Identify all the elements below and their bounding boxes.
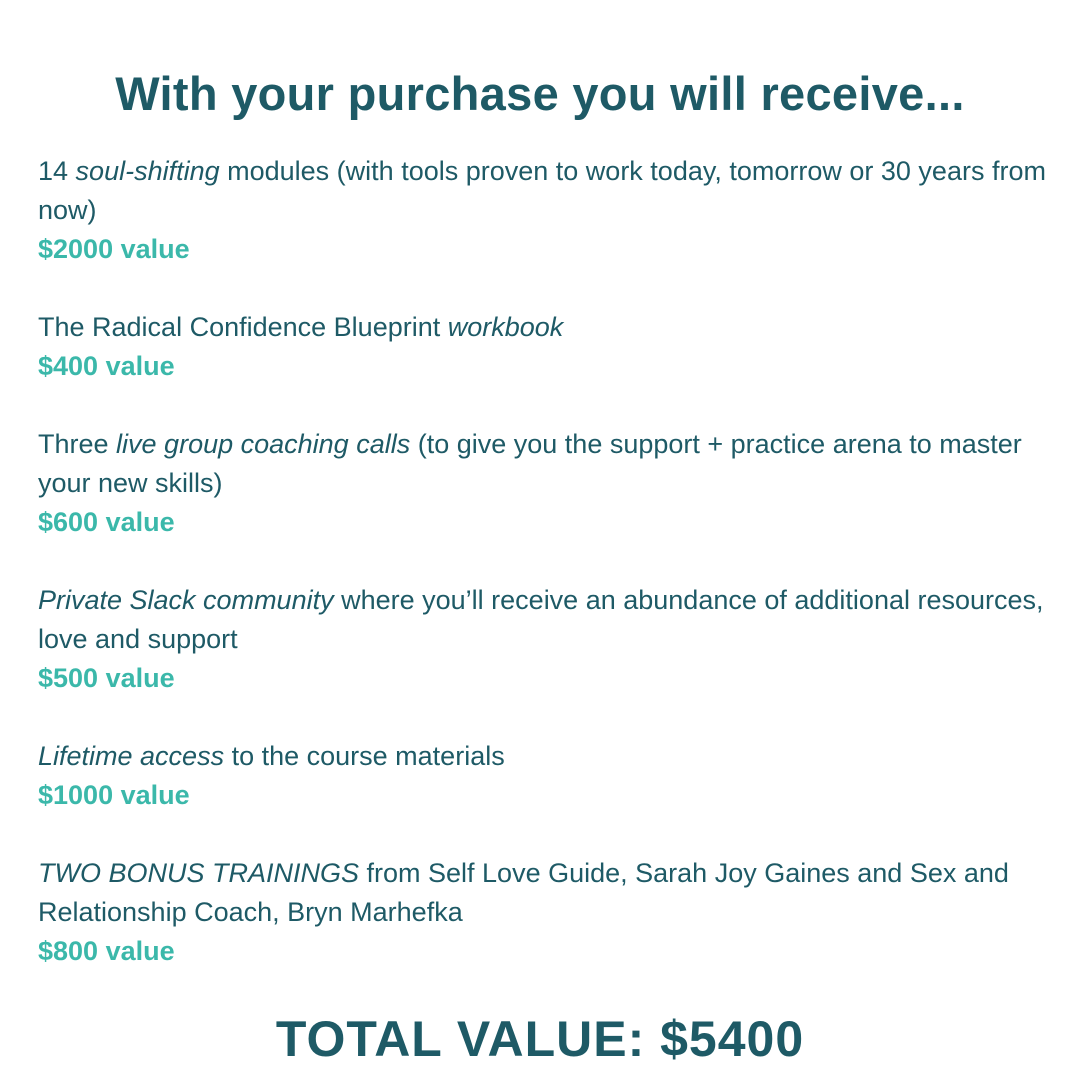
item-emphasis: soul-shifting <box>75 156 220 186</box>
item-text: The Radical Confidence Blueprint <box>38 312 448 342</box>
item-emphasis: TWO BONUS TRAININGS <box>38 858 360 888</box>
offer-item-modules <box>38 152 1048 269</box>
offer-item-bonus-trainings <box>38 854 1048 971</box>
item-emphasis: workbook <box>447 312 564 342</box>
item-emphasis: Lifetime access <box>38 741 225 771</box>
item-description <box>38 581 1048 659</box>
offer-item-lifetime-access <box>38 737 1048 815</box>
item-value: $500 value <box>38 663 175 693</box>
item-text: (to give you the support + practice arena to master your new skills) <box>38 429 1022 498</box>
item-emphasis: live group coaching calls <box>116 429 411 459</box>
offer-item-coaching-calls <box>38 425 1048 542</box>
item-value: $1000 value <box>38 780 190 810</box>
item-description <box>38 152 1048 230</box>
item-value: $2000 value <box>38 234 190 264</box>
item-text: to the course materials <box>224 741 505 771</box>
item-description <box>38 854 1048 932</box>
item-value: $800 value <box>38 936 175 966</box>
item-emphasis: Private Slack community <box>38 585 334 615</box>
total-value: TOTAL VALUE: $5400 <box>275 1011 805 1067</box>
item-description <box>38 737 1048 776</box>
headline: With your purchase you will receive... <box>115 67 965 120</box>
item-text: modules (with tools proven to work today, tomorrow or 30 years from now) <box>38 156 1046 225</box>
offer-item-workbook <box>38 308 1048 386</box>
offer-item-slack-community <box>38 581 1048 698</box>
item-description <box>38 425 1048 503</box>
item-description <box>38 308 1048 347</box>
item-text: from Self Love Guide, Sarah Joy Gaines and Sex and Relationship Coach, Bryn Marhefka <box>38 858 1009 927</box>
item-text: where you’ll receive an abundance of additional resources, love and support <box>38 585 1044 654</box>
item-value: $600 value <box>38 507 175 537</box>
item-text: 14 <box>38 156 76 186</box>
item-text: Three <box>38 429 117 459</box>
offer-items-list <box>38 152 1048 1010</box>
item-value: $400 value <box>38 351 175 381</box>
